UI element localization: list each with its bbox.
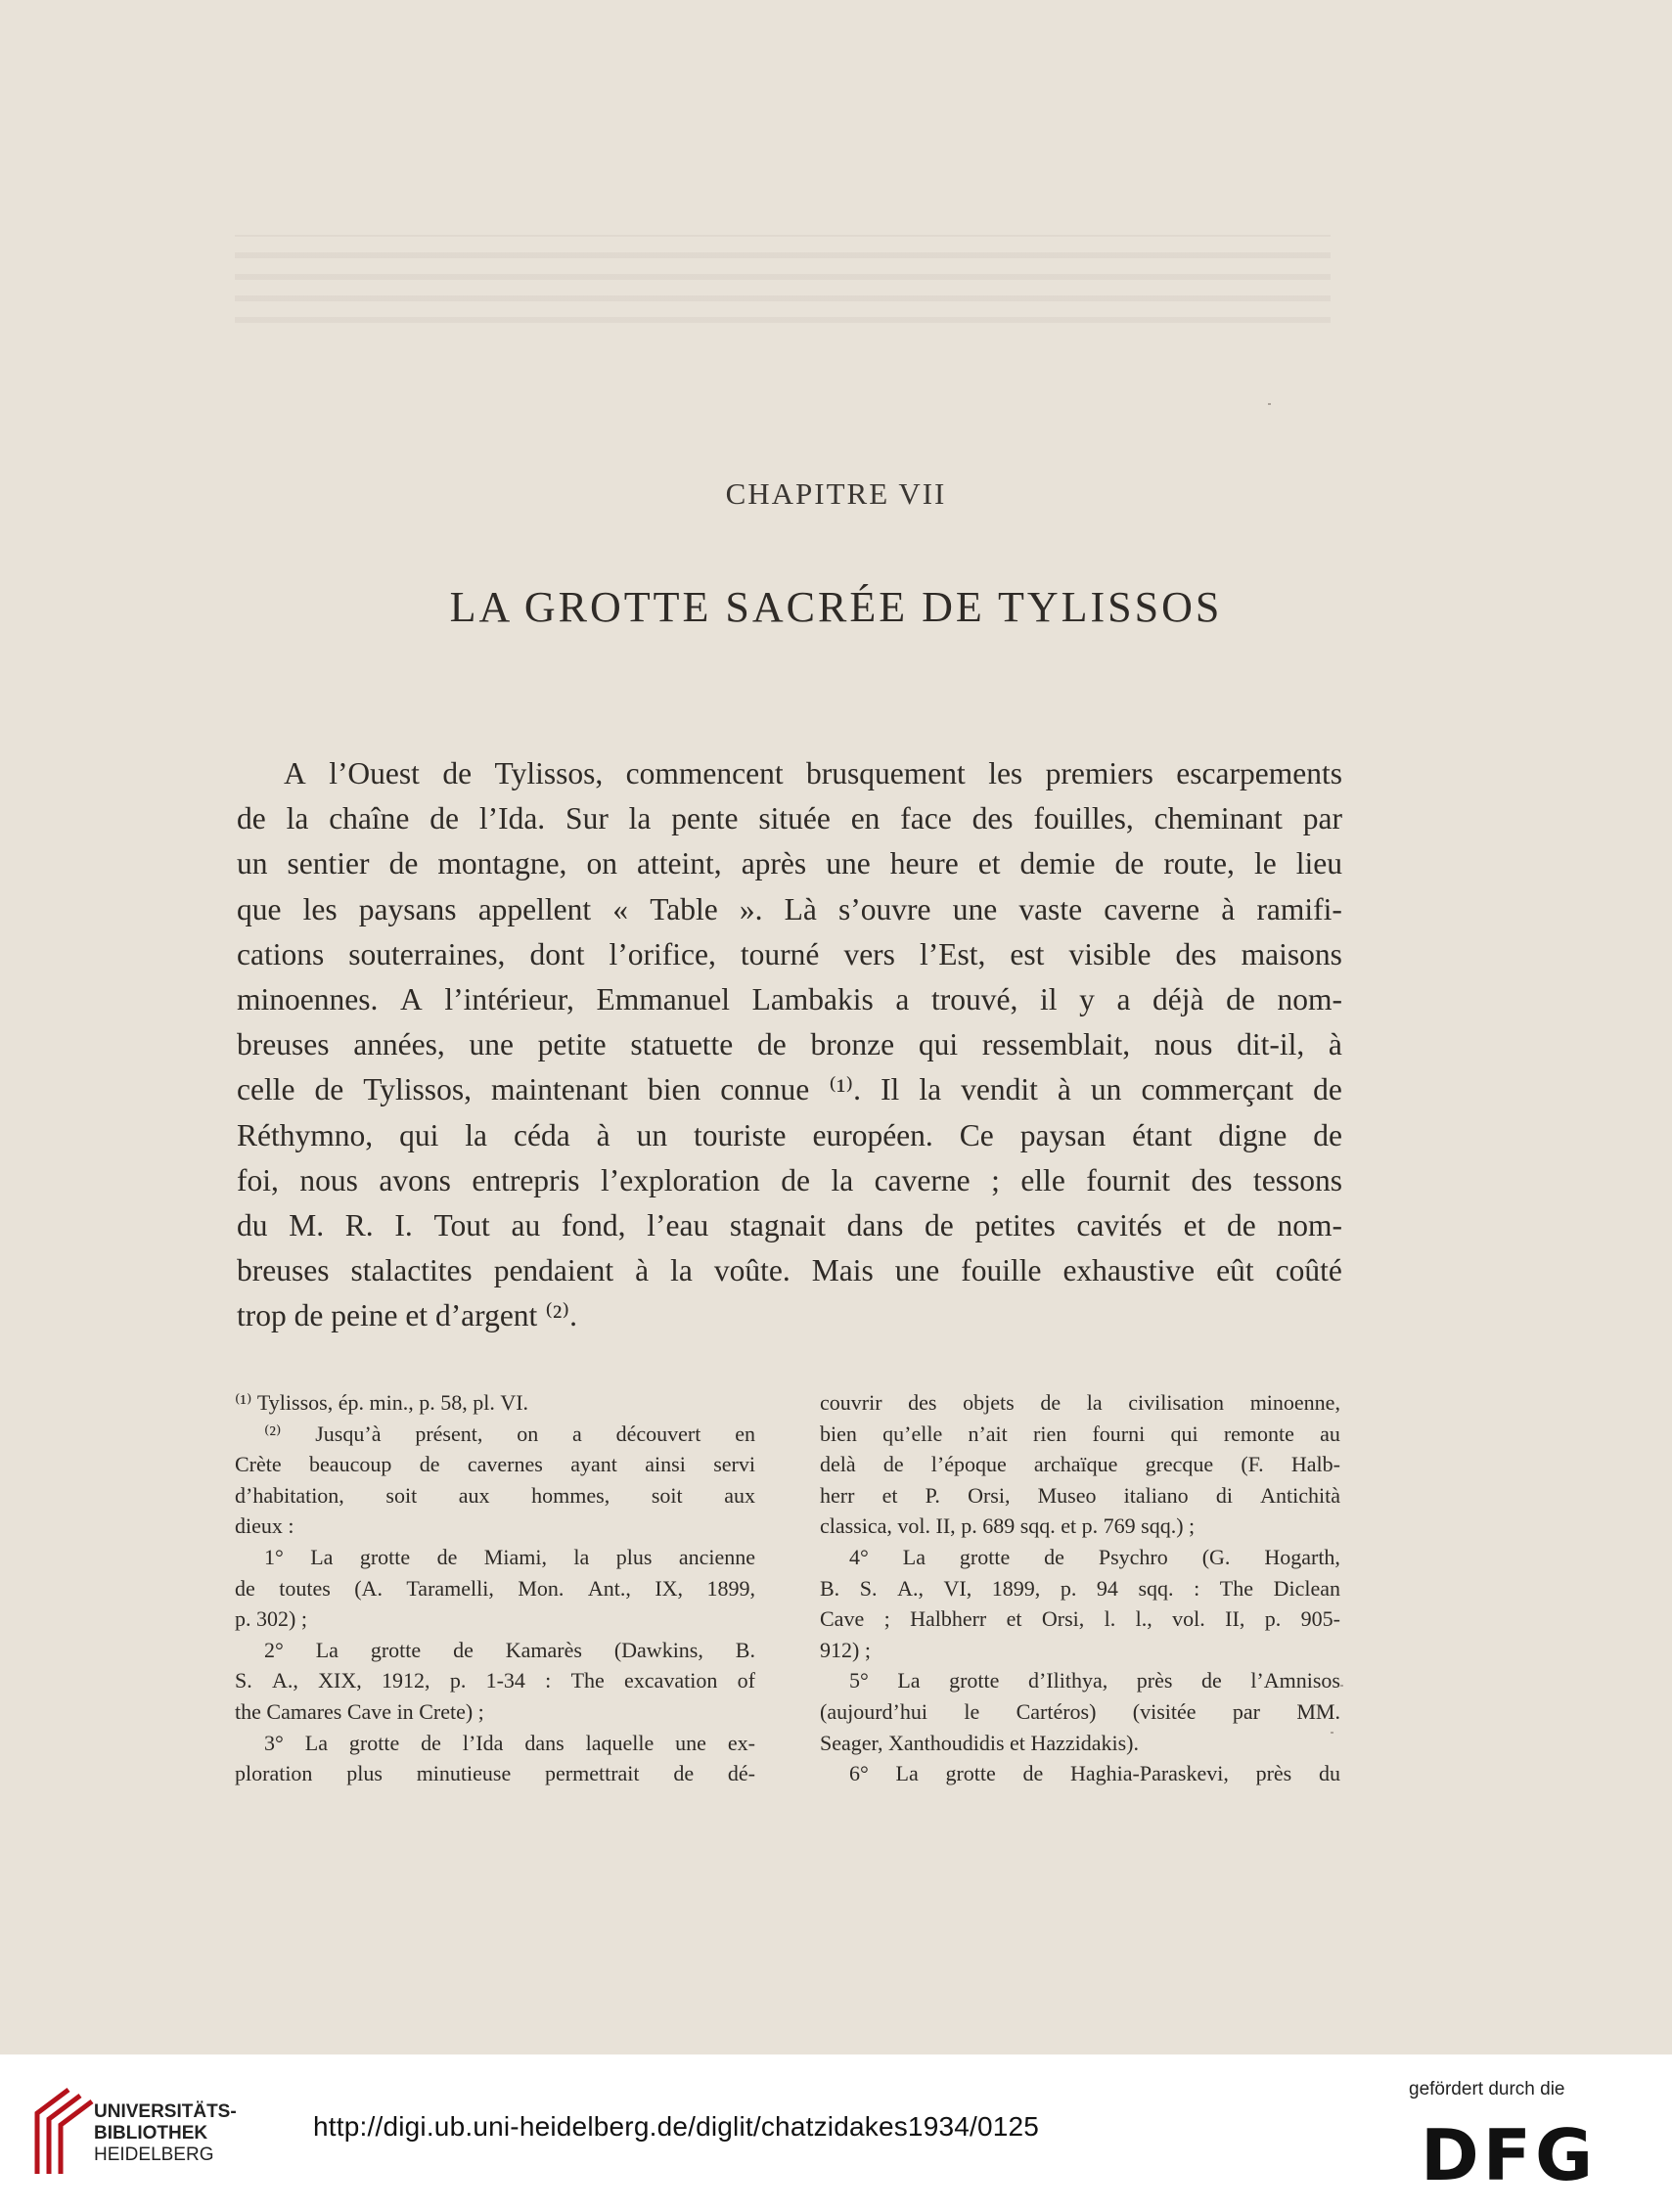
body-line: Réthymno, qui la céda à un touriste européen. Ce paysan étant digne de [237, 1117, 1342, 1152]
footnote-line: classica, vol. II, p. 689 sqq. et p. 769 sqq.) ; [820, 1513, 1196, 1539]
footnote-line: couvrir des objets de la civilisation minoenne, [820, 1390, 1340, 1415]
body-line: trop de peine et d’argent ⁽²⁾. [237, 1298, 577, 1333]
footnote-line: Seager, Xanthoudidis et Hazzidakis). [820, 1730, 1139, 1755]
body-line: de la chaîne de l’Ida. Sur la pente située en face des fouilles, cheminant par [237, 801, 1342, 836]
body-line: celle de Tylissos, maintenant bien connue ⁽¹⁾. Il la vendit à un commerçant de [237, 1072, 1342, 1107]
body-line: breuses années, une petite statuette de bronze qui ressemblait, nous dit-il, à [237, 1027, 1342, 1062]
footnote-line: Cave ; Halbherr et Orsi, l. l., vol. II, p. 905- [820, 1606, 1340, 1632]
body-line: du M. R. I. Tout au fond, l’eau stagnait dans de petites cavités et de nom- [237, 1208, 1342, 1243]
footnote-line: (aujourd’hui le Cartéros) (visitée par MM. [820, 1698, 1340, 1724]
footnote-line: Crète beaucoup de cavernes ayant ainsi servi [235, 1452, 755, 1477]
footnote-line: d’habitation, soit aux hommes, soit aux [235, 1482, 755, 1508]
dfg-logo: DFG [1421, 2114, 1598, 2196]
permalink-url[interactable]: http://digi.ub.uni-heidelberg.de/diglit/chatzidakes1934/0125 [313, 2111, 1040, 2142]
footnote-line: S. A., XIX, 1912, p. 1-34 : The excavation of [235, 1668, 755, 1693]
footnote-line: 1° La grotte de Miami, la plus ancienne [264, 1544, 755, 1569]
library-name-line3: HEIDELBERG [94, 2144, 214, 2165]
body-line: breuses stalactites pendaient à la voûte. Mais une fouille exhaustive eût coûté [237, 1253, 1342, 1288]
footnote-line: 5° La grotte d’Ilithya, près de l’Amnisos [849, 1668, 1340, 1693]
body-line: A l’Ouest de Tylissos, commencent brusquement les premiers escarpements [284, 756, 1342, 790]
body-line: foi, nous avons entrepris l’exploration de la caverne ; elle fournit des tessons [237, 1162, 1342, 1197]
scan-speck [1268, 403, 1271, 405]
footnotes-left-column [235, 1387, 755, 1789]
chapter-heading: CHAPITRE VII [725, 476, 947, 511]
footnote-line: de toutes (A. Taramelli, Mon. Ant., IX, 1899, [235, 1575, 755, 1601]
footnote-line: B. S. A., VI, 1899, p. 94 sqq. : The Diclean [820, 1575, 1340, 1601]
funding-label: gefördert durch die [1409, 2079, 1565, 2099]
footnote-line: 3° La grotte de l’Ida dans laquelle une ex- [264, 1730, 755, 1755]
footnote-line: ⁽¹⁾ Tylissos, ép. min., p. 58, pl. VI. [235, 1390, 529, 1415]
footnote-line: ⁽²⁾ Jusqu’à présent, on a découvert en [264, 1421, 755, 1446]
chapter-title: LA GROTTE SACRÉE DE TYLISSOS [449, 583, 1223, 631]
bleed-through-ghost [235, 235, 1331, 323]
footnote-line: 2° La grotte de Kamarès (Dawkins, B. [264, 1637, 755, 1662]
library-name [94, 2101, 290, 2166]
footnote-line: the Camares Cave in Crete) ; [235, 1698, 484, 1724]
footnote-line: 6° La grotte de Haghia-Paraskevi, près du [849, 1761, 1340, 1786]
library-name-line2: BIBLIOTHEK [94, 2123, 208, 2144]
footnote-line: dieux : [235, 1513, 294, 1539]
footnote-line: 912) ; [820, 1637, 871, 1662]
footnote-line: ploration plus minutieuse permettrait de dé- [235, 1761, 755, 1786]
footnote-line: herr et P. Orsi, Museo italiano di Antichità [820, 1482, 1340, 1508]
body-line: un sentier de montagne, on atteint, après une heure et demie de route, le lieu [237, 846, 1342, 881]
university-library-logo-icon [29, 2084, 100, 2182]
body-text [237, 751, 1342, 1339]
footnote-line: 4° La grotte de Psychro (G. Hogarth, [849, 1544, 1340, 1569]
footnote-line: p. 302) ; [235, 1606, 307, 1632]
body-line: minoennes. A l’intérieur, Emmanuel Lambakis a trouvé, il y a déjà de nom- [237, 982, 1342, 1017]
library-name-line1: UNIVERSITÄTS- [94, 2101, 237, 2122]
footnotes-right-column [820, 1387, 1340, 1789]
scan-speck [1340, 1685, 1343, 1687]
body-line: cations souterraines, dont l’orifice, tourné vers l’Est, est visible des maisons [237, 936, 1342, 971]
body-line: que les paysans appellent « Table ». Là s’ouvre une vaste caverne à ramifi- [237, 891, 1342, 926]
footnote-line: delà de l’époque archaïque grecque (F. Halb- [820, 1452, 1340, 1477]
footnote-line: bien qu’elle n’ait rien fourni qui remonte au [820, 1421, 1340, 1446]
scan-speck [1331, 1732, 1333, 1734]
